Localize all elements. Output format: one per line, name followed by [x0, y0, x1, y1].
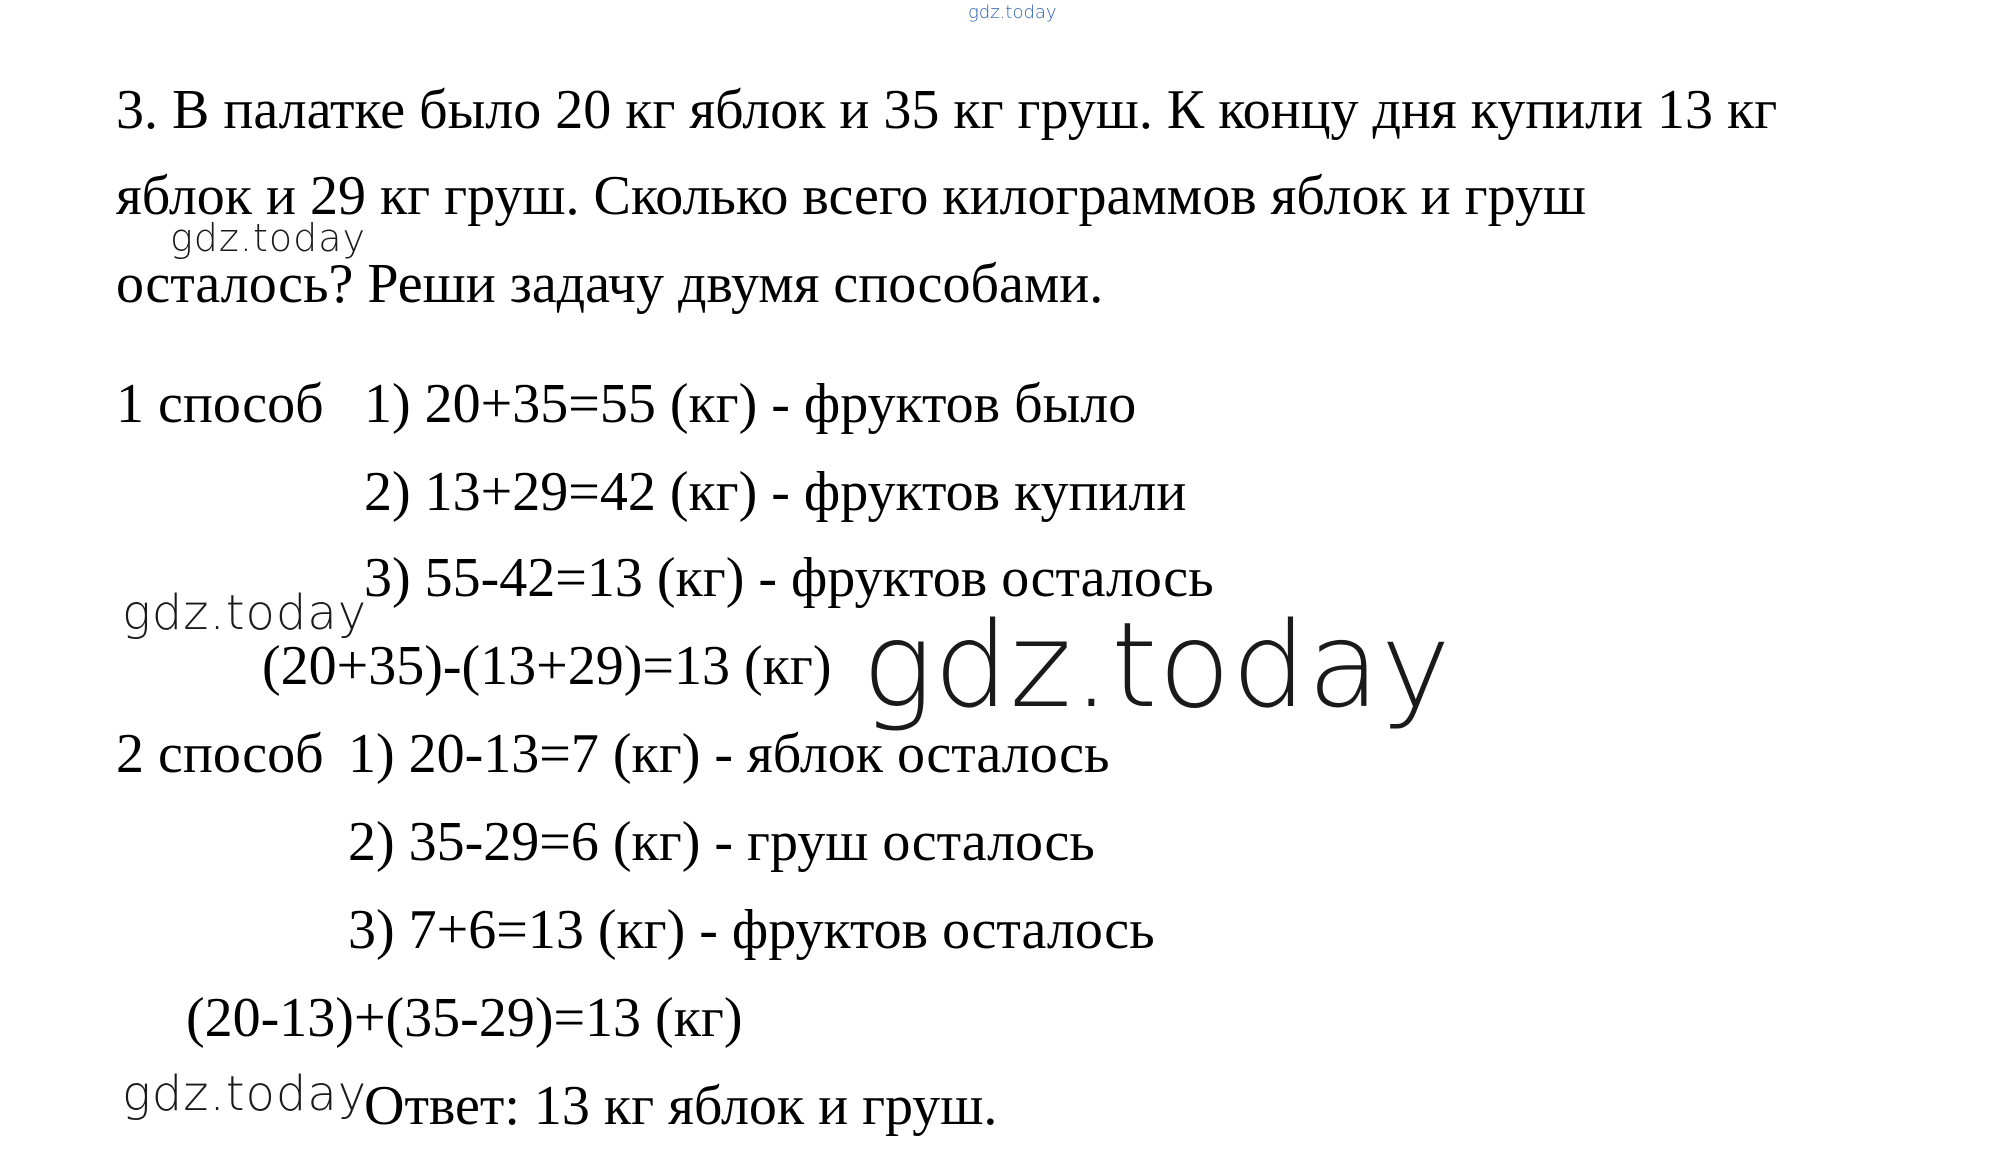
watermark-3: gdz.today: [862, 596, 1452, 734]
method2-step2: 2) 35-29=6 (кг) - груш осталось: [348, 811, 1095, 873]
watermark-4: gdz.today: [122, 1066, 368, 1122]
problem-line-1: 3. В палатке было 20 кг яблок и 35 кг груш. К концу дня купили 13 кг: [116, 79, 1778, 141]
watermark-2: gdz.today: [122, 585, 368, 641]
method2-label: 2 способ: [116, 723, 324, 785]
method2-step3: 3) 7+6=13 (кг) - фруктов осталось: [348, 899, 1155, 961]
method2-step1: 1) 20-13=7 (кг) - яблок осталось: [348, 723, 1110, 785]
problem-line-3: осталось? Реши задачу двумя способами.: [116, 253, 1104, 315]
method1-expression: (20+35)-(13+29)=13 (кг): [262, 635, 832, 697]
watermark-top: gdz.today: [968, 2, 1057, 23]
method1-label: 1 способ: [116, 373, 324, 435]
method1-step2: 2) 13+29=42 (кг) - фруктов купили: [364, 461, 1187, 523]
answer-line: Ответ: 13 кг яблок и груш.: [364, 1075, 998, 1137]
watermark-1: gdz.today: [170, 216, 366, 260]
method2-expression: (20-13)+(35-29)=13 (кг): [186, 987, 743, 1049]
method1-step3: 3) 55-42=13 (кг) - фруктов осталось: [364, 547, 1214, 609]
problem-line-2: яблок и 29 кг груш. Сколько всего килограммов яблок и груш: [116, 165, 1586, 227]
method1-step1: 1) 20+35=55 (кг) - фруктов было: [364, 373, 1137, 435]
